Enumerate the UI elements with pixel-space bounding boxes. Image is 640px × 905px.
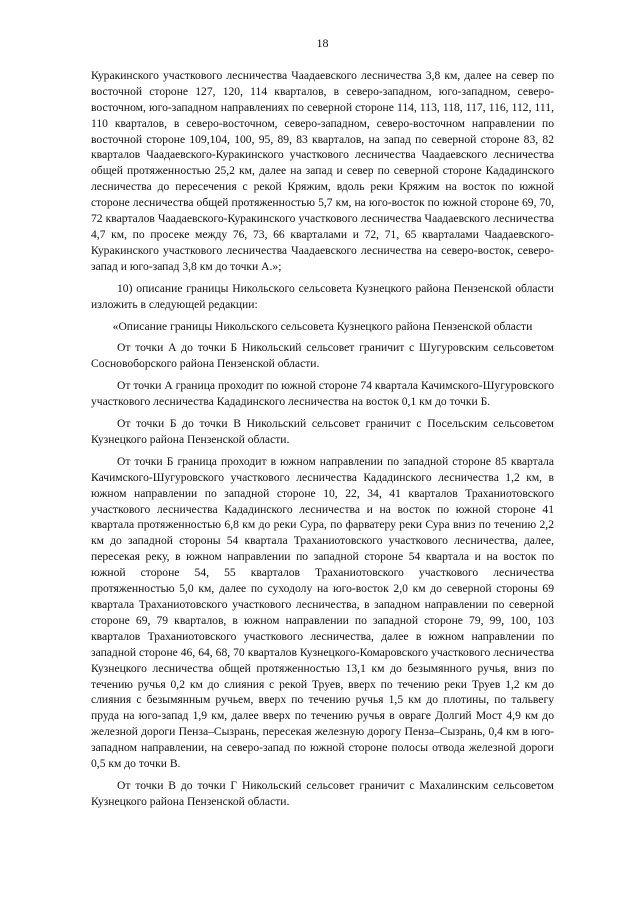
paragraph-continuation: Куракинского участкового лесничества Чаадаевского лесничества 3,8 км, далее на север по восточной стороне 127, 120, 114 кварталов, в северо-западном, юго-западном, северо-восточном, юго-западном направлениях по северной стороне 114, 113, 118, 117, 116, 112, 111, 110 кварталов, в северо-восточном, северо-западном, северо-восточном направлении по восточной стороне 109,104, 100, 95, 89, 83 кварталов, на запад по северной стороне 83, 82 кварталов Чаадаевского-Куракинского участкового лесничества Чаадаевского лесничества общей протяженностью 25,2 км, далее на запад и север по северной стороне Кададинского лесничества до пересечения с рекой Кряжим, вдоль реки Кряжим на восток по южной стороне лесничества общей протяженностью 5,7 км, на юго-восток по южной стороне 69, 70, 72 кварталов Чаадаевского-Куракинского участкового лесничества Чаадаевского лесничества 4,7 км, по просеке между 76, 73, 66 кварталами и 72, 71, 65 кварталами Чаадаевского-Куракинского участкового лесничества Чаадаевского лесничества на северо-восток, северо-запад и юго-запад 3,8 км до точки А.»; [91, 68, 554, 273]
paragraph-v-g-neighbor: От точки В до точки Г Никольский сельсовет граничит с Махалинским сельсоветом Кузнецкого района Пензенской области. [91, 778, 554, 808]
paragraph-a-b-route: От точки А граница проходит по южной стороне 74 квартала Качимского-Шугуровского участкового лесничества Кададинского лесничества на восток 0,1 км до точки Б. [91, 379, 554, 409]
paragraph-a-b-neighbor: От точки А до точки Б Никольский сельсовет граничит с Шугуровским сельсоветом Сосновоборского района Пензенской области. [91, 341, 554, 371]
section-title: «Описание границы Никольского сельсовета Кузнецкого района Пензенской области [112, 319, 533, 333]
document-page [91, 36, 554, 810]
paragraph-b-v-neighbor: От точки Б до точки В Никольский сельсовет граничит с Посельским сельсоветом Кузнецкого района Пензенской области. [91, 417, 554, 446]
paragraph-item-10: 10) описание границы Никольского сельсовета Кузнецкого района Пензенской области изложить в следующей редакции: [91, 281, 554, 311]
page-number: 18 [316, 36, 329, 50]
paragraph-b-v-route: От точки Б граница проходит в южном направлении по западной стороне 85 квартала Качимского-Шугуровского участкового лесничества Кададинского лесничества 1,2 км, в южном направлении по западной стороне 10, 22, 34, 41 кварталов Траханиотовского участкового лесничества Кададинского лесничества и на восток по южной стороне 41 квартала протяженностью 6,8 км до реки Сура, по фарватеру реки Сура вниз по течению 2,2 км до западной стороны 54 квартала Траханиотовского участкового лесничества, далее, пересекая реку, в южном направлении по западной стороне 54 квартала и на восток по южной стороне 54, 55 кварталов Траханиотовского участкового лесничества протяженностью 5,0 км, далее по суходолу на юго-восток 2,0 км до северной стороны 69 квартала Траханиотовского участкового лесничества, в западном направлении по северной стороне 69, 79 кварталов, в южном направлении по западной стороне 79, 99, 100, 103 кварталов Траханиотовского участкового лесничества, далее в южном направлении по западной стороне 46, 64, 68, 70 кварталов Кузнецкого-Комаровского участкового лесничества Кузнецкого лесничества общей протяженностью 13,1 км до безымянного ручья, вниз по течению ручья 0,2 км до слияния с рекой Труев, вверх по течению реки Труев 1,2 км до слияния с безымянным ручьем, вверх по течению ручья 1,5 км до плотины, по тальвегу пруда на юго-запад 1,9 км, далее вверх по течению ручья в овраге Долгий Мост 4,9 км до железной дороги Пенза–Сызрань, пересекая железную дорогу Пенза–Сызрань, 0,4 км в юго-западном направлении, на северо-запад по южной стороне полосы отвода железной дороги 0,5 км до точки В. [91, 454, 554, 771]
